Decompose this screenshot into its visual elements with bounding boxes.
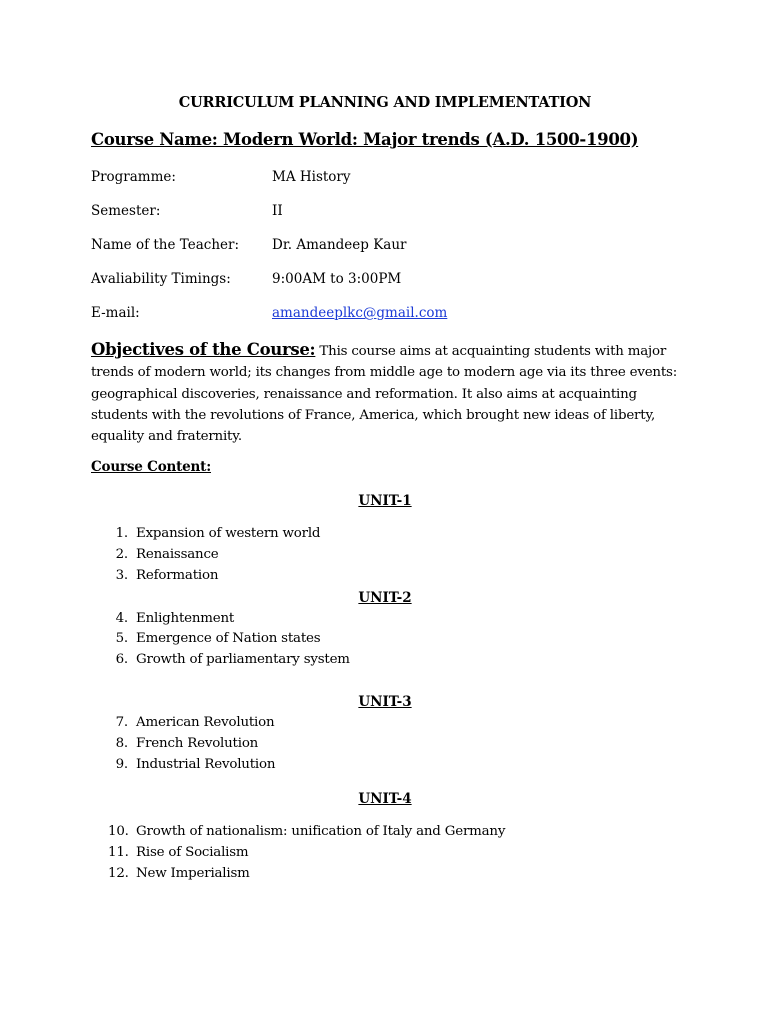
objectives-heading: Objectives of the Course: — [91, 340, 316, 359]
list-text: Reformation — [136, 568, 219, 583]
list-text: Enlightenment — [136, 611, 235, 626]
unit-heading: UNIT-1 — [358, 493, 412, 509]
list-text: American Revolution — [136, 715, 275, 730]
objectives-text: This course aims at acquainting students with major trends of modern world; its changes from middle age to modern age via its three events: geographical discoveries, renaissance and reformation. It also aims at acquainting students with the revolutions of France, America, which brought new ideas of liberty, equality and fraternity. — [91, 344, 678, 445]
list-number: 7. — [115, 715, 128, 730]
objectives-paragraph — [91, 339, 691, 447]
list-text: New Imperialism — [136, 866, 250, 881]
course-name-heading: Course Name: Modern World: Major trends (A.D. 1500-1900) — [91, 130, 639, 149]
list-text: Expansion of western world — [136, 526, 321, 541]
list-number: 4. — [115, 611, 128, 626]
list-number: 1. — [115, 526, 128, 541]
info-value: MA History — [272, 169, 351, 185]
list-number: 5. — [115, 631, 128, 646]
list-text: Emergence of Nation states — [136, 631, 321, 646]
list-number: 6. — [115, 652, 128, 667]
list-number: 2. — [115, 547, 128, 562]
info-label: Programme: — [91, 169, 176, 185]
unit-heading: UNIT-3 — [358, 694, 412, 710]
info-label: Name of the Teacher: — [91, 237, 239, 253]
list-number: 9. — [115, 757, 128, 772]
list-text: Growth of nationalism: unification of Italy and Germany — [136, 824, 506, 839]
course-content-heading: Course Content: — [91, 459, 211, 475]
list-number: 12. — [108, 866, 129, 881]
list-text: Growth of parliamentary system — [136, 652, 350, 667]
info-value: II — [272, 203, 283, 219]
email-link[interactable]: amandeeplkc@gmail.com — [272, 305, 448, 321]
list-text: Industrial Revolution — [136, 757, 276, 772]
list-text: Renaissance — [136, 547, 219, 562]
list-number: 10. — [108, 824, 129, 839]
info-value: 9:00AM to 3:00PM — [272, 271, 402, 287]
list-number: 3. — [115, 568, 128, 583]
list-number: 11. — [108, 845, 129, 860]
list-text: Rise of Socialism — [136, 845, 249, 860]
info-label: Semester: — [91, 203, 161, 219]
info-value: Dr. Amandeep Kaur — [272, 237, 407, 253]
info-label: E-mail: — [91, 305, 140, 321]
list-number: 8. — [115, 736, 128, 751]
unit-heading: UNIT-2 — [358, 590, 412, 606]
document-title: CURRICULUM PLANNING AND IMPLEMENTATION — [178, 94, 592, 111]
list-text: French Revolution — [136, 736, 259, 751]
unit-heading: UNIT-4 — [358, 791, 412, 807]
info-label: Avaliability Timings: — [91, 271, 231, 287]
